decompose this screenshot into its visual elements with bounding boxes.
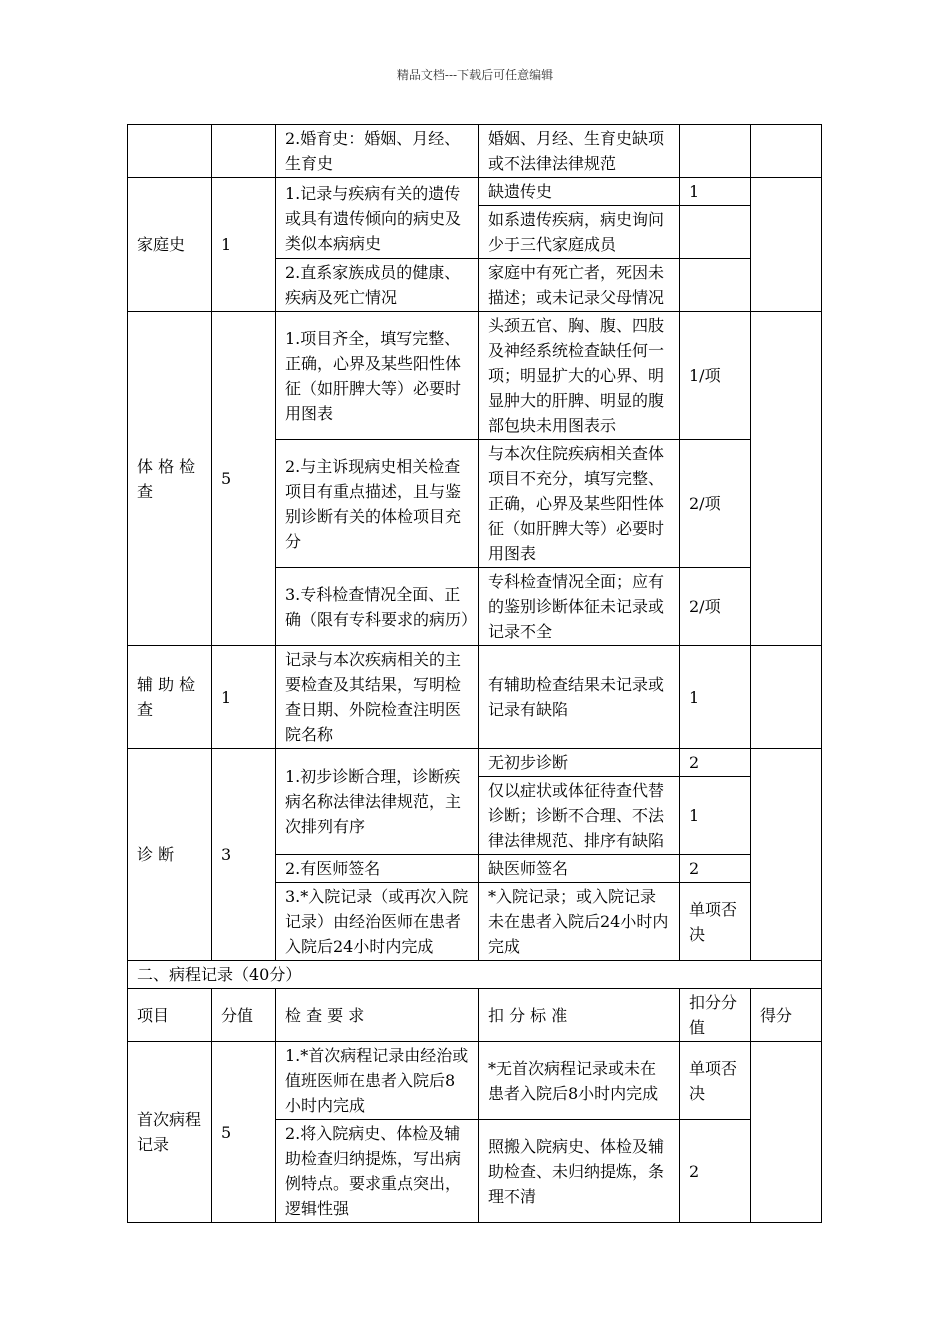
item-cell: 诊 断	[128, 749, 212, 961]
requirement-cell: 1.记录与疾病有关的遗传或具有遗传倾向的病史及类似本病病史	[276, 178, 479, 259]
deduction-cell: 单项否决	[680, 883, 751, 961]
deduction-cell: 2/项	[680, 440, 751, 568]
table-row	[128, 961, 822, 989]
requirement-cell: 3.专科检查情况全面、正确（限有专科要求的病历）	[276, 568, 479, 646]
item-cell	[128, 125, 212, 178]
requirement-cell: 1.*首次病程记录由经治或值班医师在患者入院后8小时内完成	[276, 1042, 479, 1120]
standard-cell: 如系遗传疾病，病史询问少于三代家庭成员	[479, 206, 680, 259]
standard-cell: 专科检查情况全面；应有的鉴别诊断体征未记录或记录不全	[479, 568, 680, 646]
table-row	[128, 125, 822, 178]
standard-cell: 缺医师签名	[479, 855, 680, 883]
deduction-cell: 1	[680, 178, 751, 206]
requirement-cell: 1.初步诊断合理，诊断疾病名称法律法律规范，主次排列有序	[276, 749, 479, 855]
column-header-requirement: 检 查 要 求	[276, 989, 479, 1042]
requirement-cell: 记录与本次疾病相关的主要检查及其结果，写明检查日期、外院检查注明医院名称	[276, 646, 479, 749]
requirement-cell: 2.与主诉现病史相关检查项目有重点描述，且与鉴别诊断有关的体检项目充分	[276, 440, 479, 568]
section-title: 二、病程记录（40分）	[128, 961, 822, 989]
obtained-cell	[751, 178, 822, 312]
deduction-cell: 1	[680, 646, 751, 749]
requirement-cell: 2.婚育史：婚姻、月经、生育史	[276, 125, 479, 178]
deduction-cell	[680, 206, 751, 259]
column-header-score: 分值	[212, 989, 276, 1042]
table-row	[128, 749, 822, 777]
score-cell: 1	[212, 646, 276, 749]
standard-cell: 与本次住院疾病相关查体项目不充分，填写完整、正确，心界及某些阳性体征（如肝脾大等）必要时用图表	[479, 440, 680, 568]
column-header-deduction: 扣分分值	[680, 989, 751, 1042]
item-cell: 体 格 检 查	[128, 312, 212, 646]
standard-cell: 头颈五官、胸、腹、四肢及神经系统检查缺任何一项；明显扩大的心界、明显肿大的肝脾、明显的腹部包块未用图表示	[479, 312, 680, 440]
deduction-cell: 2	[680, 855, 751, 883]
deduction-cell	[680, 259, 751, 312]
score-cell	[212, 125, 276, 178]
item-cell: 辅 助 检 查	[128, 646, 212, 749]
requirement-cell: 2.将入院病史、体检及辅助检查归纳提炼，写出病例特点。要求重点突出，逻辑性强	[276, 1120, 479, 1223]
deduction-cell: 2	[680, 749, 751, 777]
scoring-table	[127, 124, 822, 1223]
requirement-cell: 3.*入院记录（或再次入院记录）由经治医师在患者入院后24小时内完成	[276, 883, 479, 961]
standard-cell: 家庭中有死亡者，死因未描述；或未记录父母情况	[479, 259, 680, 312]
obtained-cell	[751, 125, 822, 178]
item-cell: 家庭史	[128, 178, 212, 312]
column-header-item: 项目	[128, 989, 212, 1042]
page-header: 精品文档---下载后可任意编辑	[396, 68, 554, 82]
deduction-cell: 2	[680, 1120, 751, 1223]
deduction-cell: 1	[680, 777, 751, 855]
deduction-cell: 2/项	[680, 568, 751, 646]
standard-cell: *入院记录；或入院记录未在患者入院后24小时内完成	[479, 883, 680, 961]
obtained-cell	[751, 646, 822, 749]
deduction-cell	[680, 125, 751, 178]
column-header-obtained: 得分	[751, 989, 822, 1042]
table-row	[128, 178, 822, 206]
table-row	[128, 646, 822, 749]
deduction-cell: 单项否决	[680, 1042, 751, 1120]
standard-cell: 婚姻、月经、生育史缺项或不法律法律规范	[479, 125, 680, 178]
obtained-cell	[751, 1042, 822, 1223]
table-row	[128, 1042, 822, 1120]
obtained-cell	[751, 749, 822, 961]
standard-cell: 有辅助检查结果未记录或记录有缺陷	[479, 646, 680, 749]
standard-cell: 照搬入院病史、体检及辅助检查、未归纳提炼，条理不清	[479, 1120, 680, 1223]
requirement-cell: 2.直系家族成员的健康、疾病及死亡情况	[276, 259, 479, 312]
item-cell: 首次病程记录	[128, 1042, 212, 1223]
table-header-row	[128, 989, 822, 1042]
deduction-cell: 1/项	[680, 312, 751, 440]
standard-cell: 缺遗传史	[479, 178, 680, 206]
score-cell: 1	[212, 178, 276, 312]
score-cell: 3	[212, 749, 276, 961]
obtained-cell	[751, 312, 822, 646]
standard-cell: 无初步诊断	[479, 749, 680, 777]
column-header-standard: 扣 分 标 准	[479, 989, 680, 1042]
standard-cell: 仅以症状或体征待查代替诊断；诊断不合理、不法律法律规范、排序有缺陷	[479, 777, 680, 855]
requirement-cell: 2.有医师签名	[276, 855, 479, 883]
standard-cell: *无首次病程记录或未在患者入院后8小时内完成	[479, 1042, 680, 1120]
requirement-cell: 1.项目齐全，填写完整、正确，心界及某些阳性体征（如肝脾大等）必要时用图表	[276, 312, 479, 440]
table-row	[128, 312, 822, 440]
score-cell: 5	[212, 1042, 276, 1223]
score-cell: 5	[212, 312, 276, 646]
